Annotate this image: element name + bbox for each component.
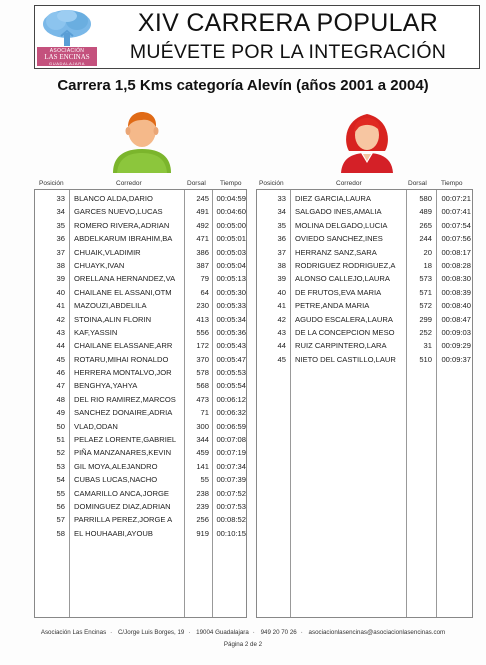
position-cell: 43	[277, 327, 286, 337]
table-row	[35, 326, 246, 339]
bib-cell: 386	[196, 247, 209, 257]
position-cell: 50	[56, 421, 65, 431]
position-cell: 39	[56, 274, 65, 284]
runner-cell: ROTARU,MIHAI RONALDO	[74, 354, 169, 364]
table-row	[35, 272, 246, 285]
table-row	[35, 232, 246, 245]
time-cell: 00:07:21	[441, 194, 471, 203]
table-row	[35, 446, 246, 459]
time-cell: 00:05:36	[216, 327, 246, 337]
bib-cell: 491	[196, 207, 209, 217]
position-cell: 49	[56, 408, 65, 418]
time-cell: 00:04:60	[216, 207, 246, 217]
footer-phone: 949 20 70 26	[260, 629, 297, 636]
runner-cell: MOLINA DELGADO,LUCIA	[295, 220, 388, 230]
runner-cell: CHAILANE ELASSANE,ARR	[74, 341, 173, 351]
bib-cell: 245	[196, 194, 209, 203]
bib-cell: 471	[196, 234, 209, 244]
runner-cell: CHAILANE EL ASSANI,OTM	[74, 287, 172, 297]
runner-cell: SALGADO INES,AMALIA	[295, 207, 382, 217]
table-row	[257, 192, 472, 205]
position-cell: 42	[277, 314, 286, 324]
position-cell: 33	[277, 194, 286, 203]
position-cell: 54	[56, 475, 65, 485]
tree-icon	[41, 9, 93, 47]
position-cell: 36	[56, 234, 65, 244]
footer-zip: 19004 Guadalajara	[196, 629, 249, 636]
position-cell: 52	[56, 448, 65, 458]
time-cell: 00:08:52	[216, 515, 246, 525]
position-cell: 47	[56, 381, 65, 391]
bib-cell: 556	[196, 327, 209, 337]
position-cell: 35	[56, 220, 65, 230]
bib-cell: 256	[196, 515, 209, 525]
table-row	[35, 406, 246, 419]
time-cell: 00:08:39	[441, 287, 471, 297]
position-cell: 34	[56, 207, 65, 217]
runner-cell: HERRERA MONTALVO,JOR	[74, 368, 172, 378]
position-cell: 35	[277, 220, 286, 230]
time-cell: 00:06:12	[216, 394, 246, 404]
bib-cell: 265	[419, 220, 432, 230]
table-row	[35, 339, 246, 352]
bib-cell: 239	[196, 501, 209, 511]
runner-cell: PELAEZ LORENTE,GABRIEL	[74, 435, 177, 445]
bib-cell: 244	[419, 234, 432, 244]
runner-cell: DE LA CONCEPCION MESO	[295, 327, 395, 337]
runner-cell: DE FRUTOS,EVA MARIA	[295, 287, 382, 297]
table-row	[257, 299, 472, 312]
time-cell: 00:05:03	[216, 247, 246, 257]
table-row	[257, 272, 472, 285]
position-cell: 48	[56, 394, 65, 404]
time-cell: 00:07:34	[216, 461, 246, 471]
bib-cell: 387	[196, 260, 209, 270]
bib-cell: 238	[196, 488, 209, 498]
runner-cell: GIL MOYA,ALEJANDRO	[74, 461, 158, 471]
bib-cell: 18	[423, 260, 432, 270]
bib-cell: 572	[419, 301, 432, 311]
time-cell: 00:05:30	[216, 287, 246, 297]
runner-cell: SANCHEZ DONAIRE,ADRIA	[74, 408, 173, 418]
runner-cell: CHUAYK,IVAN	[74, 260, 125, 270]
bib-cell: 510	[419, 354, 432, 364]
bib-cell: 252	[419, 327, 432, 337]
position-cell: 46	[56, 368, 65, 378]
runner-cell: CAMARILLO ANCA,JORGE	[74, 488, 169, 498]
runner-cell: PETRE,ANDA MARIA	[295, 301, 370, 311]
table-row	[35, 393, 246, 406]
table-row	[257, 246, 472, 259]
runner-cell: PARRILLA PEREZ,JORGE A	[74, 515, 173, 525]
runner-cell: KAF,YASSIN	[74, 327, 118, 337]
position-cell: 45	[277, 354, 286, 364]
runner-cell: MAZOUZI,ABDELILA	[74, 301, 147, 311]
position-cell: 41	[56, 301, 65, 311]
position-cell: 55	[56, 488, 65, 498]
table-row	[35, 487, 246, 500]
position-cell: 42	[56, 314, 65, 324]
table-row	[257, 286, 472, 299]
position-cell: 58	[56, 528, 65, 538]
bib-cell: 230	[196, 301, 209, 311]
time-cell: 00:07:54	[441, 220, 471, 230]
male-header-position: Posición	[39, 180, 64, 187]
bib-cell: 568	[196, 381, 209, 391]
table-row	[35, 527, 246, 540]
runner-cell: CHUAIK,VLADIMIR	[74, 247, 141, 257]
logo-band	[37, 47, 97, 66]
time-cell: 00:05:04	[216, 260, 246, 270]
position-cell: 38	[56, 260, 65, 270]
position-cell: 33	[56, 194, 65, 203]
runner-cell: ALONSO CALLEJO,LAURA	[295, 274, 390, 284]
table-row	[35, 460, 246, 473]
bib-cell: 20	[423, 247, 432, 257]
runner-cell: ROMERO RIVERA,ADRIAN	[74, 220, 170, 230]
time-cell: 00:10:15	[216, 528, 246, 538]
table-row	[35, 366, 246, 379]
runner-cell: AGUDO ESCALERA,LAURA	[295, 314, 393, 324]
table-row	[35, 246, 246, 259]
time-cell: 00:04:59	[216, 194, 246, 203]
runner-cell: CUBAS LUCAS,NACHO	[74, 475, 158, 485]
male-header-time: Tiempo	[220, 180, 242, 187]
bib-cell: 55	[200, 475, 209, 485]
bib-cell: 919	[196, 528, 209, 538]
position-cell: 44	[56, 341, 65, 351]
time-cell: 00:05:54	[216, 381, 246, 391]
time-cell: 00:07:53	[216, 501, 246, 511]
female-results-rows	[257, 192, 472, 366]
female-header-bib: Dorsal	[408, 180, 427, 187]
table-row	[257, 219, 472, 232]
runner-cell: OVIEDO SANCHEZ,INES	[295, 234, 383, 244]
time-cell: 00:07:39	[216, 475, 246, 485]
table-row	[35, 259, 246, 272]
page-number: Página 2 de 2	[223, 641, 263, 648]
time-cell: 00:09:03	[441, 327, 471, 337]
table-row	[35, 192, 246, 205]
runner-cell: DEL RIO RAMIREZ,MARCOS	[74, 394, 176, 404]
female-header-time: Tiempo	[441, 180, 463, 187]
table-row	[35, 500, 246, 513]
bib-cell: 344	[196, 435, 209, 445]
runner-cell: BLANCO ALDA,DARIO	[74, 194, 153, 203]
table-row	[35, 433, 246, 446]
runner-cell: HERRANZ SANZ,SARA	[295, 247, 377, 257]
time-cell: 00:05:43	[216, 341, 246, 351]
table-row	[257, 313, 472, 326]
bib-cell: 489	[419, 207, 432, 217]
bib-cell: 492	[196, 220, 209, 230]
position-cell: 40	[277, 287, 286, 297]
table-row	[257, 326, 472, 339]
position-cell: 56	[56, 501, 65, 511]
time-cell: 00:08:17	[441, 247, 471, 257]
time-cell: 00:05:34	[216, 314, 246, 324]
position-cell: 36	[277, 234, 286, 244]
position-cell: 41	[277, 301, 286, 311]
male-header-runner: Corredor	[116, 180, 142, 187]
table-row	[35, 379, 246, 392]
logo-text-line1: ASOCIACIÓN	[49, 48, 85, 54]
table-row	[35, 420, 246, 433]
female-header-runner: Corredor	[336, 180, 362, 187]
position-cell: 37	[277, 247, 286, 257]
runner-cell: VLAD,ODAN	[74, 421, 118, 431]
footer-org: Asociación Las Encinas	[40, 629, 107, 636]
time-cell: 00:05:01	[216, 234, 246, 244]
runner-cell: RUIZ CARPINTERO,LARA	[295, 341, 387, 351]
male-avatar-icon	[111, 111, 173, 173]
bib-cell: 31	[423, 341, 432, 351]
table-row	[35, 353, 246, 366]
position-cell: 38	[277, 260, 286, 270]
time-cell: 00:07:52	[216, 488, 246, 498]
position-cell: 57	[56, 515, 65, 525]
event-title: XIV CARRERA POPULAR	[137, 9, 439, 37]
position-cell: 45	[56, 354, 65, 364]
position-cell: 40	[56, 287, 65, 297]
position-cell: 51	[56, 435, 65, 445]
bib-cell: 141	[196, 461, 209, 471]
table-row	[35, 473, 246, 486]
time-cell: 00:08:47	[441, 314, 471, 324]
event-slogan: MUÉVETE POR LA INTEGRACIÓN	[129, 41, 447, 63]
position-cell: 43	[56, 327, 65, 337]
header-box	[34, 5, 480, 69]
time-cell: 00:07:56	[441, 234, 471, 244]
table-row	[257, 353, 472, 366]
logo-text-line2: LAS ENCINAS	[44, 53, 90, 61]
bib-cell: 300	[196, 421, 209, 431]
bib-cell: 79	[200, 274, 209, 284]
time-cell: 00:05:53	[216, 368, 246, 378]
male-results-table	[34, 189, 247, 618]
female-results-table	[256, 189, 473, 618]
female-header-position: Posición	[259, 180, 284, 187]
runner-cell: PIÑA MANZANARES,KEVIN	[74, 448, 172, 458]
runner-cell: NIETO DEL CASTILLO,LAUR	[295, 354, 396, 364]
male-header-bib: Dorsal	[187, 180, 206, 187]
bib-cell: 172	[196, 341, 209, 351]
runner-cell: ABDELKARUM IBRAHIM,BA	[74, 234, 173, 244]
time-cell: 00:07:41	[441, 207, 471, 217]
bib-cell: 370	[196, 354, 209, 364]
bib-cell: 71	[200, 408, 209, 418]
runner-cell: DIEZ GARCIA,LAURA	[295, 194, 371, 203]
bib-cell: 573	[419, 274, 432, 284]
runner-cell: STOINA,ALIN FLORIN	[74, 314, 152, 324]
bib-cell: 580	[419, 194, 432, 203]
footer-contact: Asociación Las Encinas · C/Jorge Luis Borges, 19 · 19004 Guadalajara · 949 20 70 26 · asociacionlasencinas@asociacionlasencinas.com	[40, 629, 446, 636]
position-cell: 37	[56, 247, 65, 257]
logo	[37, 8, 95, 66]
logo-text-line3: GUADALAJARA	[49, 61, 85, 66]
time-cell: 00:09:37	[441, 354, 471, 364]
position-cell: 53	[56, 461, 65, 471]
time-cell: 00:05:00	[216, 220, 246, 230]
time-cell: 00:06:32	[216, 408, 246, 418]
time-cell: 00:09:29	[441, 341, 471, 351]
male-results-rows	[35, 192, 246, 540]
bib-cell: 413	[196, 314, 209, 324]
time-cell: 00:08:30	[441, 274, 471, 284]
position-cell: 39	[277, 274, 286, 284]
race-category-title: Carrera 1,5 Kms categoría Alevín (años 2001 a 2004)	[57, 77, 429, 94]
female-avatar-icon	[339, 111, 395, 173]
position-cell: 44	[277, 341, 286, 351]
bib-cell: 578	[196, 368, 209, 378]
time-cell: 00:05:13	[216, 274, 246, 284]
bib-cell: 64	[200, 287, 209, 297]
table-row	[35, 205, 246, 218]
time-cell: 00:07:08	[216, 435, 246, 445]
runner-cell: GARCES NUEVO,LUCAS	[74, 207, 163, 217]
bib-cell: 459	[196, 448, 209, 458]
runner-cell: BENGHYA,YAHYA	[74, 381, 138, 391]
table-row	[257, 232, 472, 245]
footer-email: asociacionlasencinas@asociacionlasencinas.com	[308, 629, 446, 636]
time-cell: 00:08:28	[441, 260, 471, 270]
bib-cell: 473	[196, 394, 209, 404]
time-cell: 00:05:47	[216, 354, 246, 364]
runner-cell: ORELLANA HERNANDEZ,VA	[74, 274, 176, 284]
table-row	[35, 299, 246, 312]
table-row	[257, 339, 472, 352]
footer-address: C/Jorge Luis Borges, 19	[117, 629, 185, 636]
runner-cell: RODRIGUEZ RODRIGUEZ,A	[295, 260, 396, 270]
time-cell: 00:06:59	[216, 421, 246, 431]
table-row	[257, 259, 472, 272]
position-cell: 34	[277, 207, 286, 217]
table-row	[257, 205, 472, 218]
time-cell: 00:08:40	[441, 301, 471, 311]
time-cell: 00:05:33	[216, 301, 246, 311]
runner-cell: DOMINGUEZ DIAZ,ADRIAN	[74, 501, 171, 511]
table-row	[35, 513, 246, 526]
bib-cell: 571	[419, 287, 432, 297]
table-row	[35, 286, 246, 299]
bib-cell: 299	[419, 314, 432, 324]
time-cell: 00:07:19	[216, 448, 246, 458]
table-row	[35, 313, 246, 326]
table-row	[35, 219, 246, 232]
runner-cell: EL HOUHAABI,AYOUB	[74, 528, 153, 538]
